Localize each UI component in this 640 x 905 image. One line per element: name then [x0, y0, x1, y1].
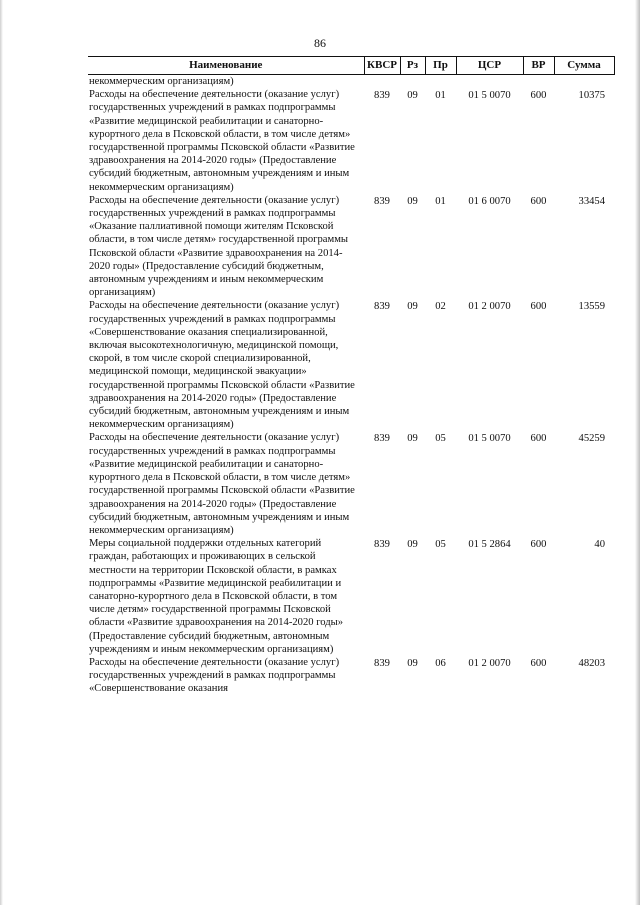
table-row — [88, 431, 614, 537]
row-sum: 13559 — [578, 301, 605, 313]
row-csr: 01 6 0070 — [468, 195, 511, 207]
row-name: Расходы на обеспечение деятельности (оказание услуг) государственных учреждений в рамках подпрограммы «Развитие медицинской реабилитации и санаторно-курортного дела в Псковской области, в том числе детям» государственной программы Псковской области «Развитие здравоохранения на 2014-2020 годы» (Предоставление субсидий бюджетным, автономным учреждениям и иным некоммерческим организациям) — [89, 432, 355, 536]
row-sum: 45259 — [578, 433, 605, 445]
row-rz: 09 — [407, 195, 418, 207]
row-pr: 05 — [435, 433, 446, 445]
row-vr: 600 — [530, 195, 547, 207]
table-row — [88, 656, 614, 696]
row-pr: 01 — [435, 90, 446, 102]
header-vr: ВР — [523, 57, 554, 75]
row-csr: 01 5 2864 — [468, 539, 511, 551]
scan-edge-right — [635, 0, 640, 905]
table-row-continuation — [88, 75, 614, 89]
row-sum: 48203 — [578, 657, 605, 669]
budget-table — [88, 56, 615, 696]
row-vr: 600 — [530, 90, 547, 102]
row-name: Расходы на обеспечение деятельности (оказание услуг) государственных учреждений в рамках подпрограммы «Совершенствование оказания специализированной, включая высокотехнологичную, медицинской помощи, скорой, в том числе скорой специализированной, медицинской помощи, медицинской эвакуации» государственной программы Псковской области «Развитие здравоохранения на 2014-2020 годы» (Предоставление субсидий бюджетным, автономным учреждениям и иным некоммерческим организациям) — [89, 300, 355, 431]
row-vr: 600 — [530, 301, 547, 313]
header-name: Наименование — [88, 57, 364, 75]
row-csr: 01 5 0070 — [468, 90, 511, 102]
header-pr: Пр — [425, 57, 456, 75]
row-vr: 600 — [530, 433, 547, 445]
row-name: Расходы на обеспечение деятельности (оказание услуг) государственных учреждений в рамках подпрограммы «Оказание паллиативной помощи жителям Псковской области, в том числе детям» государственной программы Псковской области «Развитие здравоохранения на 2014-2020 годы» (Предоставление субсидий бюджетным, автономным учреждениям и иным некоммерческим организациям) — [89, 194, 349, 299]
header-kvsr: КВСР — [364, 57, 400, 75]
table-row — [88, 194, 614, 300]
row-sum: 10375 — [578, 90, 605, 102]
header-rz: Рз — [400, 57, 425, 75]
row-pr: 01 — [435, 195, 446, 207]
row-sum: 33454 — [578, 195, 605, 207]
header-sum: Сумма — [554, 57, 614, 75]
row-name: Расходы на обеспечение деятельности (оказание услуг) государственных учреждений в рамках подпрограммы «Развитие медицинской реабилитации и санаторно-курортного дела в Псковской области, в том числе детям» государственной программы Псковской области «Развитие здравоохранения на 2014-2020 годы» (Предоставление субсидий бюджетным, автономным учреждениям и иным некоммерческим организациям) — [89, 89, 355, 193]
row-csr: 01 2 0070 — [468, 657, 511, 669]
row-name: Меры социальной поддержки отдельных категорий граждан, работающих и проживающих в сельской местности на территории Псковской области, в рамках подпрограммы «Развитие медицинской реабилитации и санаторно-курортного дела в Псковской области, в том числе детям» государственной программы Псковской области «Развитие здравоохранения на 2014-2020 годы» (Предоставление субсидий бюджетным, автономным учреждениям и иным некоммерческим организациям) — [89, 538, 344, 655]
row-csr: 01 5 0070 — [468, 433, 511, 445]
budget-table-container — [88, 56, 614, 696]
row-rz: 09 — [407, 301, 418, 313]
row-vr: 600 — [530, 657, 547, 669]
header-csr: ЦСР — [456, 57, 523, 75]
table-header-row — [88, 57, 614, 75]
table-row — [88, 537, 614, 656]
row-kvsr: 839 — [374, 657, 390, 669]
row-rz: 09 — [407, 539, 418, 551]
row-rz: 09 — [407, 657, 418, 669]
row-pr: 02 — [435, 301, 446, 313]
row-kvsr: 839 — [374, 433, 390, 445]
page-number: 86 — [314, 36, 326, 50]
row-name: Расходы на обеспечение деятельности (оказание услуг) государственных учреждений в рамках подпрограммы «Совершенствование оказания — [89, 656, 340, 695]
row-sum: 40 — [594, 539, 605, 551]
table-row — [88, 88, 614, 194]
row-pr: 05 — [435, 539, 446, 551]
row-rz: 09 — [407, 433, 418, 445]
row-kvsr: 839 — [374, 301, 390, 313]
row-rz: 09 — [407, 90, 418, 102]
row-vr: 600 — [530, 539, 547, 551]
scan-edge-left — [0, 0, 3, 905]
row-kvsr: 839 — [374, 195, 390, 207]
table-row — [88, 299, 614, 431]
row-kvsr: 839 — [374, 539, 390, 551]
row-pr: 06 — [435, 657, 446, 669]
continuation-text: некоммерческим организациям) — [89, 76, 234, 87]
row-kvsr: 839 — [374, 90, 390, 102]
row-csr: 01 2 0070 — [468, 301, 511, 313]
